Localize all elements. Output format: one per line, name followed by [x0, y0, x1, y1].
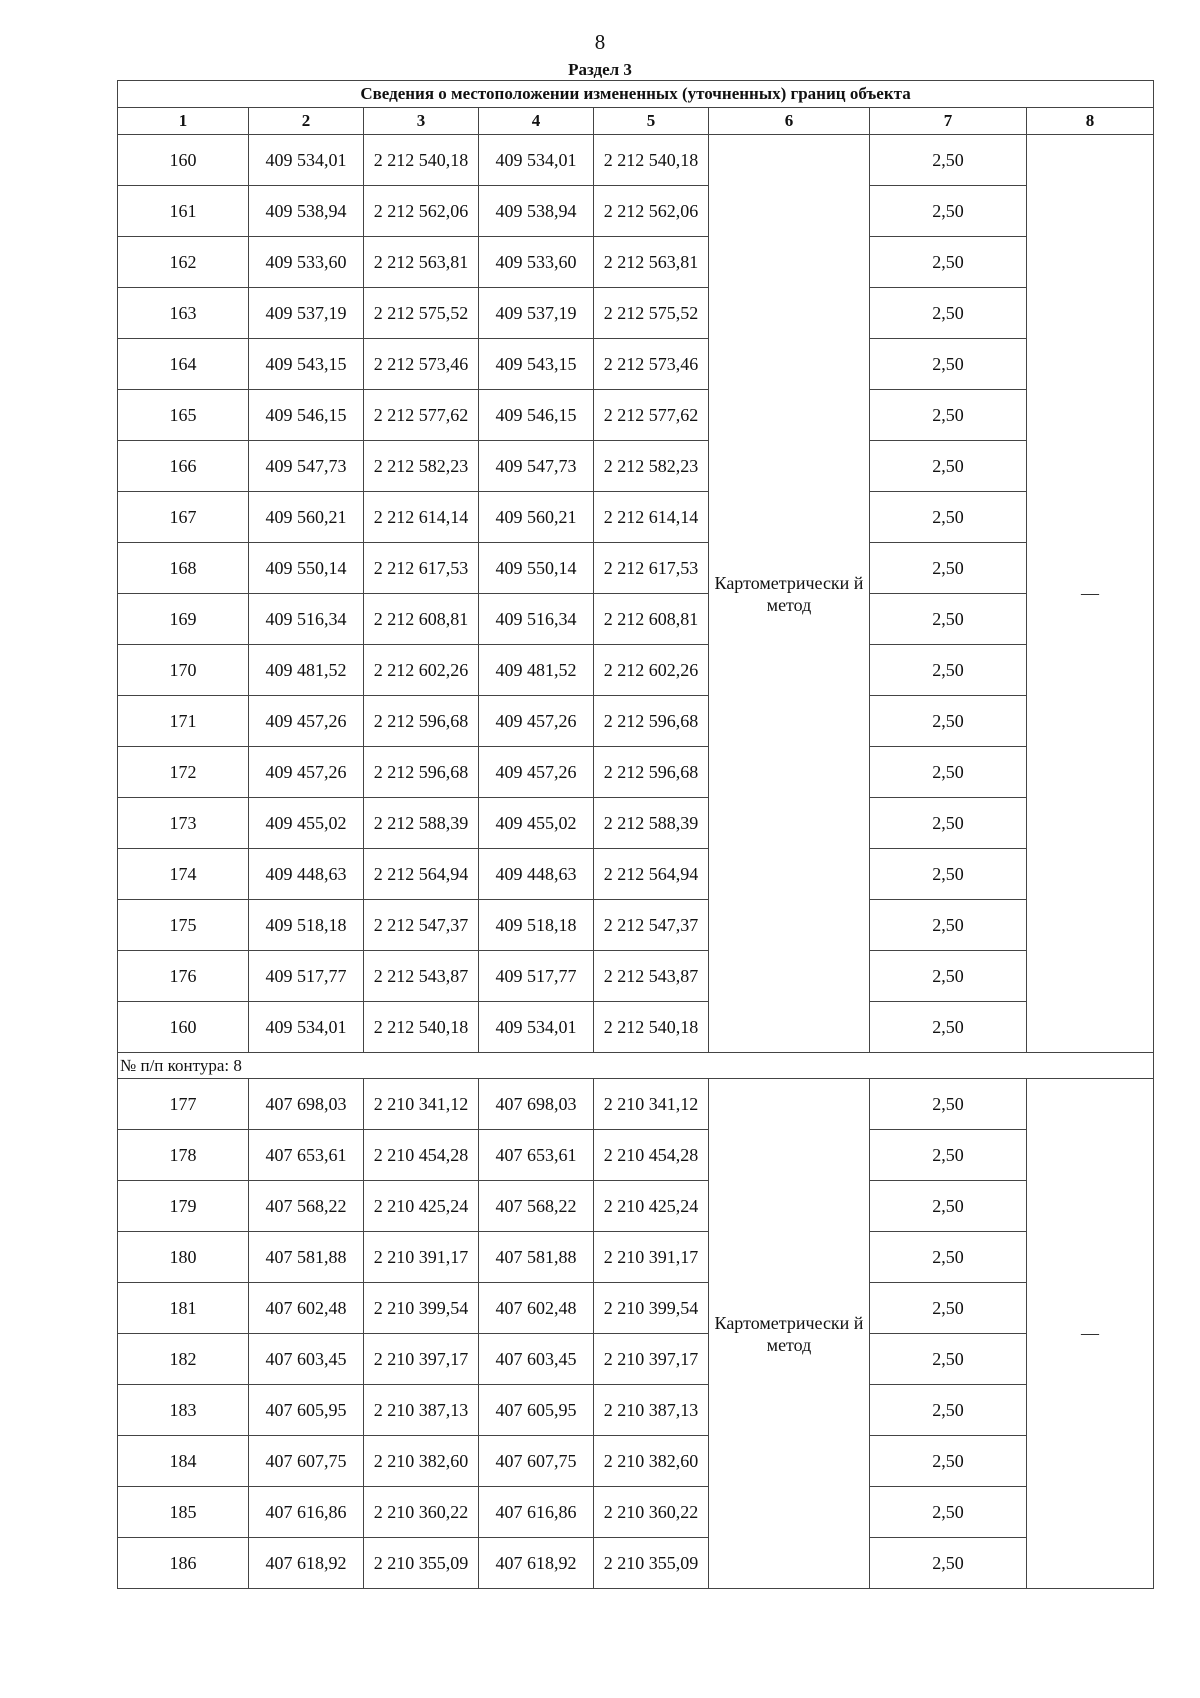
- x-existing-cell: 407 568,22: [249, 1181, 364, 1232]
- y-new-cell: 2 210 399,54: [594, 1283, 709, 1334]
- note-cell: —: [1027, 135, 1154, 1053]
- accuracy-cell: 2,50: [870, 900, 1027, 951]
- x-existing-cell: 407 605,95: [249, 1385, 364, 1436]
- point-number-cell: 180: [118, 1232, 249, 1283]
- y-new-cell: 2 212 543,87: [594, 951, 709, 1002]
- y-existing-cell: 2 210 425,24: [364, 1181, 479, 1232]
- y-existing-cell: 2 212 577,62: [364, 390, 479, 441]
- point-number-cell: 168: [118, 543, 249, 594]
- point-number-cell: 178: [118, 1130, 249, 1181]
- y-new-cell: 2 212 582,23: [594, 441, 709, 492]
- accuracy-cell: 2,50: [870, 1130, 1027, 1181]
- x-new-cell: 409 518,18: [479, 900, 594, 951]
- accuracy-cell: 2,50: [870, 1283, 1027, 1334]
- table-row: [118, 390, 1154, 441]
- table-row: [118, 492, 1154, 543]
- point-number-cell: 183: [118, 1385, 249, 1436]
- table-row: [118, 543, 1154, 594]
- x-existing-cell: 409 533,60: [249, 237, 364, 288]
- x-new-cell: 409 543,15: [479, 339, 594, 390]
- x-new-cell: 409 546,15: [479, 390, 594, 441]
- table-row: [118, 1181, 1154, 1232]
- y-existing-cell: 2 210 391,17: [364, 1232, 479, 1283]
- point-number-cell: 175: [118, 900, 249, 951]
- x-new-cell: 407 581,88: [479, 1232, 594, 1283]
- point-number-cell: 185: [118, 1487, 249, 1538]
- point-number-cell: 164: [118, 339, 249, 390]
- point-number-cell: 172: [118, 747, 249, 798]
- y-existing-cell: 2 212 614,14: [364, 492, 479, 543]
- point-number-cell: 160: [118, 1002, 249, 1053]
- table-row: [118, 135, 1154, 186]
- x-new-cell: 409 448,63: [479, 849, 594, 900]
- point-number-cell: 162: [118, 237, 249, 288]
- y-new-cell: 2 212 563,81: [594, 237, 709, 288]
- table-row: [118, 900, 1154, 951]
- accuracy-cell: 2,50: [870, 1181, 1027, 1232]
- y-existing-cell: 2 212 564,94: [364, 849, 479, 900]
- section-title: Раздел 3: [568, 60, 632, 79]
- y-new-cell: 2 212 573,46: [594, 339, 709, 390]
- x-existing-cell: 407 618,92: [249, 1538, 364, 1589]
- table-row: [118, 441, 1154, 492]
- y-existing-cell: 2 210 355,09: [364, 1538, 479, 1589]
- x-existing-cell: 409 537,19: [249, 288, 364, 339]
- coordinates-table: [117, 80, 1154, 1589]
- y-existing-cell: 2 210 360,22: [364, 1487, 479, 1538]
- x-existing-cell: 409 560,21: [249, 492, 364, 543]
- y-existing-cell: 2 212 588,39: [364, 798, 479, 849]
- accuracy-cell: 2,50: [870, 747, 1027, 798]
- y-existing-cell: 2 210 399,54: [364, 1283, 479, 1334]
- point-number-cell: 173: [118, 798, 249, 849]
- y-new-cell: 2 212 614,14: [594, 492, 709, 543]
- y-existing-cell: 2 212 602,26: [364, 645, 479, 696]
- y-new-cell: 2 212 602,26: [594, 645, 709, 696]
- column-number-8: 8: [1027, 108, 1154, 135]
- y-existing-cell: 2 212 617,53: [364, 543, 479, 594]
- table-row: [118, 1283, 1154, 1334]
- table-row: [118, 1002, 1154, 1053]
- x-new-cell: 409 538,94: [479, 186, 594, 237]
- x-new-cell: 409 547,73: [479, 441, 594, 492]
- table-row: [118, 594, 1154, 645]
- y-existing-cell: 2 210 341,12: [364, 1079, 479, 1130]
- y-new-cell: 2 212 575,52: [594, 288, 709, 339]
- column-number-5: 5: [594, 108, 709, 135]
- x-new-cell: 407 653,61: [479, 1130, 594, 1181]
- point-number-cell: 163: [118, 288, 249, 339]
- y-new-cell: 2 210 382,60: [594, 1436, 709, 1487]
- column-number-row: [118, 108, 1154, 135]
- table-row: [118, 1334, 1154, 1385]
- x-existing-cell: 409 543,15: [249, 339, 364, 390]
- accuracy-cell: 2,50: [870, 441, 1027, 492]
- column-number-2: 2: [249, 108, 364, 135]
- accuracy-cell: 2,50: [870, 594, 1027, 645]
- accuracy-cell: 2,50: [870, 951, 1027, 1002]
- y-existing-cell: 2 212 540,18: [364, 1002, 479, 1053]
- accuracy-cell: 2,50: [870, 1334, 1027, 1385]
- table-row: [118, 645, 1154, 696]
- y-new-cell: 2 210 341,12: [594, 1079, 709, 1130]
- y-existing-cell: 2 212 573,46: [364, 339, 479, 390]
- table-row: [118, 1385, 1154, 1436]
- table-row: [118, 951, 1154, 1002]
- x-new-cell: 409 533,60: [479, 237, 594, 288]
- y-new-cell: 2 210 391,17: [594, 1232, 709, 1283]
- x-new-cell: 407 616,86: [479, 1487, 594, 1538]
- y-existing-cell: 2 212 575,52: [364, 288, 479, 339]
- point-number-cell: 167: [118, 492, 249, 543]
- x-existing-cell: 409 457,26: [249, 747, 364, 798]
- x-new-cell: 409 534,01: [479, 135, 594, 186]
- x-existing-cell: 409 550,14: [249, 543, 364, 594]
- x-new-cell: 409 537,19: [479, 288, 594, 339]
- x-existing-cell: 409 547,73: [249, 441, 364, 492]
- table-row: [118, 1079, 1154, 1130]
- y-new-cell: 2 212 564,94: [594, 849, 709, 900]
- accuracy-cell: 2,50: [870, 1385, 1027, 1436]
- y-new-cell: 2 212 596,68: [594, 696, 709, 747]
- x-existing-cell: 407 603,45: [249, 1334, 364, 1385]
- x-new-cell: 409 457,26: [479, 747, 594, 798]
- accuracy-cell: 2,50: [870, 1436, 1027, 1487]
- point-number-cell: 166: [118, 441, 249, 492]
- y-new-cell: 2 210 355,09: [594, 1538, 709, 1589]
- accuracy-cell: 2,50: [870, 288, 1027, 339]
- accuracy-cell: 2,50: [870, 186, 1027, 237]
- table-caption-row: [118, 81, 1154, 108]
- x-new-cell: 409 517,77: [479, 951, 594, 1002]
- x-existing-cell: 409 457,26: [249, 696, 364, 747]
- accuracy-cell: 2,50: [870, 1487, 1027, 1538]
- table-row: [118, 1487, 1154, 1538]
- x-existing-cell: 407 581,88: [249, 1232, 364, 1283]
- page-number: 8: [594, 30, 606, 54]
- column-number-6: 6: [709, 108, 870, 135]
- x-existing-cell: 407 698,03: [249, 1079, 364, 1130]
- point-number-cell: 177: [118, 1079, 249, 1130]
- y-existing-cell: 2 212 596,68: [364, 696, 479, 747]
- y-existing-cell: 2 212 563,81: [364, 237, 479, 288]
- x-existing-cell: 409 534,01: [249, 1002, 364, 1053]
- accuracy-cell: 2,50: [870, 543, 1027, 594]
- point-number-cell: 169: [118, 594, 249, 645]
- x-new-cell: 407 618,92: [479, 1538, 594, 1589]
- y-new-cell: 2 212 577,62: [594, 390, 709, 441]
- column-number-7: 7: [870, 108, 1027, 135]
- y-existing-cell: 2 212 543,87: [364, 951, 479, 1002]
- x-existing-cell: 407 602,48: [249, 1283, 364, 1334]
- method-cell: Картометрически й метод: [709, 135, 870, 1053]
- y-existing-cell: 2 212 547,37: [364, 900, 479, 951]
- y-existing-cell: 2 210 387,13: [364, 1385, 479, 1436]
- x-new-cell: 409 455,02: [479, 798, 594, 849]
- y-existing-cell: 2 210 397,17: [364, 1334, 479, 1385]
- column-number-3: 3: [364, 108, 479, 135]
- accuracy-cell: 2,50: [870, 339, 1027, 390]
- point-number-cell: 186: [118, 1538, 249, 1589]
- x-new-cell: 407 698,03: [479, 1079, 594, 1130]
- point-number-cell: 182: [118, 1334, 249, 1385]
- x-new-cell: 407 605,95: [479, 1385, 594, 1436]
- y-new-cell: 2 210 387,13: [594, 1385, 709, 1436]
- y-existing-cell: 2 210 454,28: [364, 1130, 479, 1181]
- y-new-cell: 2 212 596,68: [594, 747, 709, 798]
- x-new-cell: 409 516,34: [479, 594, 594, 645]
- accuracy-cell: 2,50: [870, 237, 1027, 288]
- y-new-cell: 2 212 540,18: [594, 135, 709, 186]
- table-row: [118, 849, 1154, 900]
- x-existing-cell: 409 538,94: [249, 186, 364, 237]
- x-existing-cell: 409 455,02: [249, 798, 364, 849]
- x-existing-cell: 409 534,01: [249, 135, 364, 186]
- table-row: [118, 339, 1154, 390]
- x-new-cell: 407 607,75: [479, 1436, 594, 1487]
- y-new-cell: 2 210 360,22: [594, 1487, 709, 1538]
- y-existing-cell: 2 212 582,23: [364, 441, 479, 492]
- accuracy-cell: 2,50: [870, 798, 1027, 849]
- accuracy-cell: 2,50: [870, 1538, 1027, 1589]
- point-number-cell: 176: [118, 951, 249, 1002]
- table-row: [118, 798, 1154, 849]
- accuracy-cell: 2,50: [870, 1232, 1027, 1283]
- y-new-cell: 2 210 397,17: [594, 1334, 709, 1385]
- table-row: [118, 1436, 1154, 1487]
- x-new-cell: 409 481,52: [479, 645, 594, 696]
- table-row: [118, 186, 1154, 237]
- accuracy-cell: 2,50: [870, 492, 1027, 543]
- x-existing-cell: 409 546,15: [249, 390, 364, 441]
- y-new-cell: 2 212 617,53: [594, 543, 709, 594]
- y-new-cell: 2 212 588,39: [594, 798, 709, 849]
- y-existing-cell: 2 212 608,81: [364, 594, 479, 645]
- x-existing-cell: 409 516,34: [249, 594, 364, 645]
- note-cell: —: [1027, 1079, 1154, 1589]
- column-number-4: 4: [479, 108, 594, 135]
- y-existing-cell: 2 212 540,18: [364, 135, 479, 186]
- x-new-cell: 409 457,26: [479, 696, 594, 747]
- point-number-cell: 179: [118, 1181, 249, 1232]
- contour-label: № п/п контура: 8: [118, 1053, 1154, 1079]
- contour-label-row: [118, 1053, 1154, 1079]
- y-new-cell: 2 212 608,81: [594, 594, 709, 645]
- table-row: [118, 1538, 1154, 1589]
- x-new-cell: 407 602,48: [479, 1283, 594, 1334]
- accuracy-cell: 2,50: [870, 135, 1027, 186]
- accuracy-cell: 2,50: [870, 645, 1027, 696]
- x-existing-cell: 409 517,77: [249, 951, 364, 1002]
- x-existing-cell: 407 653,61: [249, 1130, 364, 1181]
- x-new-cell: 407 568,22: [479, 1181, 594, 1232]
- method-cell: Картометрически й метод: [709, 1079, 870, 1589]
- table-caption: Сведения о местоположении измененных (уточненных) границ объекта: [118, 81, 1154, 108]
- x-existing-cell: 409 448,63: [249, 849, 364, 900]
- point-number-cell: 165: [118, 390, 249, 441]
- accuracy-cell: 2,50: [870, 1002, 1027, 1053]
- table-row: [118, 1232, 1154, 1283]
- accuracy-cell: 2,50: [870, 1079, 1027, 1130]
- x-existing-cell: 409 518,18: [249, 900, 364, 951]
- y-new-cell: 2 212 562,06: [594, 186, 709, 237]
- y-new-cell: 2 210 454,28: [594, 1130, 709, 1181]
- y-new-cell: 2 212 540,18: [594, 1002, 709, 1053]
- point-number-cell: 161: [118, 186, 249, 237]
- x-new-cell: 409 534,01: [479, 1002, 594, 1053]
- x-new-cell: 407 603,45: [479, 1334, 594, 1385]
- y-new-cell: 2 210 425,24: [594, 1181, 709, 1232]
- x-existing-cell: 407 607,75: [249, 1436, 364, 1487]
- y-existing-cell: 2 212 562,06: [364, 186, 479, 237]
- table-row: [118, 237, 1154, 288]
- y-new-cell: 2 212 547,37: [594, 900, 709, 951]
- point-number-cell: 181: [118, 1283, 249, 1334]
- point-number-cell: 184: [118, 1436, 249, 1487]
- x-new-cell: 409 550,14: [479, 543, 594, 594]
- accuracy-cell: 2,50: [870, 390, 1027, 441]
- y-existing-cell: 2 210 382,60: [364, 1436, 479, 1487]
- x-existing-cell: 407 616,86: [249, 1487, 364, 1538]
- accuracy-cell: 2,50: [870, 696, 1027, 747]
- y-existing-cell: 2 212 596,68: [364, 747, 479, 798]
- table-row: [118, 696, 1154, 747]
- table-row: [118, 288, 1154, 339]
- x-existing-cell: 409 481,52: [249, 645, 364, 696]
- table-row: [118, 1130, 1154, 1181]
- point-number-cell: 174: [118, 849, 249, 900]
- x-new-cell: 409 560,21: [479, 492, 594, 543]
- point-number-cell: 171: [118, 696, 249, 747]
- point-number-cell: 160: [118, 135, 249, 186]
- point-number-cell: 170: [118, 645, 249, 696]
- accuracy-cell: 2,50: [870, 849, 1027, 900]
- table-row: [118, 747, 1154, 798]
- column-number-1: 1: [118, 108, 249, 135]
